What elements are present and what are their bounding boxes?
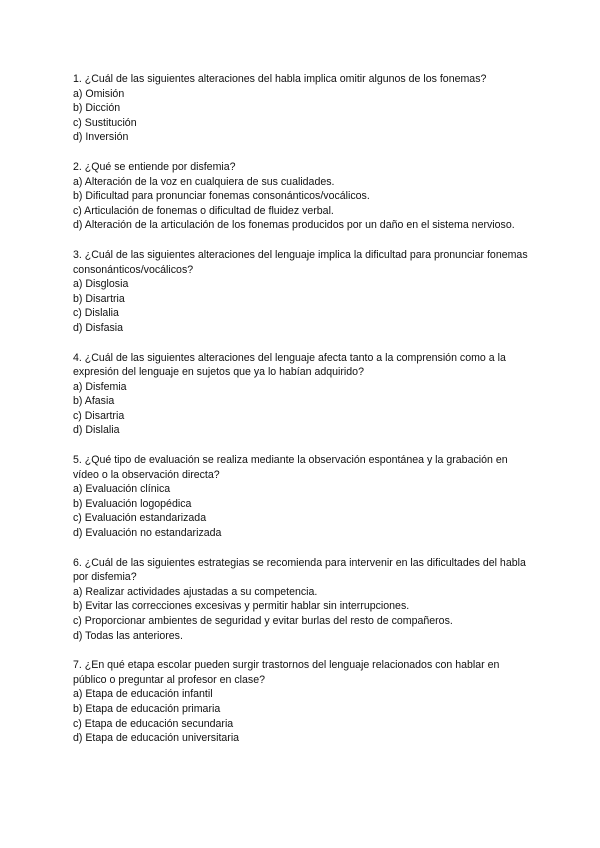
- option-c: c) Sustitución: [73, 116, 137, 129]
- option-a: a) Etapa de educación infantil: [73, 688, 213, 701]
- option-a: a) Disfemia: [73, 380, 127, 393]
- option-b: b) Dificultad para pronunciar fonemas consonánticos/vocálicos.: [73, 190, 370, 203]
- option-d: d) Evaluación no estandarizada: [73, 527, 222, 540]
- option-b: b) Etapa de educación primaria: [73, 702, 221, 715]
- option-d: d) Disfasia: [73, 321, 124, 334]
- option-c: c) Proporcionar ambientes de seguridad y evitar burlas del resto de compañeros.: [73, 615, 453, 627]
- question-text: 4. ¿Cuál de las siguientes alteraciones del lenguaje afecta tanto a la comprensión como a la expresión del lenguaje en sujetos que ya lo habían adquirido?: [73, 351, 506, 379]
- question-2: [73, 160, 533, 233]
- option-d: d) Inversión: [73, 131, 129, 144]
- question-6: [73, 556, 533, 644]
- option-a: a) Disglosia: [73, 278, 129, 291]
- option-c: c) Etapa de educación secundaria: [73, 717, 234, 730]
- question-1: [73, 72, 533, 145]
- option-b: b) Dicción: [73, 102, 121, 115]
- option-b: b) Evitar las correcciones excesivas y permitir hablar sin interrupciones.: [73, 600, 410, 613]
- question-7: [73, 658, 533, 746]
- question-text: 3. ¿Cuál de las siguientes alteraciones del lenguaje implica la dificultad para pronunciar fonemas consonánticos/vocálicos?: [73, 248, 528, 276]
- option-a: a) Evaluación clínica: [73, 483, 171, 496]
- option-c: c) Evaluación estandarizada: [73, 512, 207, 525]
- option-a: a) Realizar actividades ajustadas a su competencia.: [73, 585, 318, 598]
- question-text: 1. ¿Cuál de las siguientes alteraciones del habla implica omitir algunos de los fonemas?: [73, 73, 487, 85]
- option-c: c) Dislalia: [73, 307, 119, 320]
- option-a: a) Omisión: [73, 87, 125, 100]
- question-text: 6. ¿Cuál de las siguientes estrategias se recomienda para intervenir en las dificultades del habla por disfemia?: [73, 556, 526, 584]
- option-b: b) Disartria: [73, 292, 125, 305]
- option-d: d) Todas las anteriores.: [73, 629, 183, 642]
- quiz-document: [73, 72, 533, 761]
- question-text: 7. ¿En qué etapa escolar pueden surgir trastornos del lenguaje relacionados con hablar en público o preguntar al profesor en clase?: [73, 659, 500, 686]
- option-c: c) Articulación de fonemas o dificultad de fluidez verbal.: [73, 204, 334, 217]
- question-4: [73, 351, 533, 439]
- option-d: d) Etapa de educación universitaria: [73, 732, 240, 745]
- question-text: 2. ¿Qué se entiende por disfemia?: [73, 160, 236, 173]
- question-5: [73, 453, 533, 541]
- question-text: 5. ¿Qué tipo de evaluación se realiza mediante la observación espontánea y la grabación en vídeo o la observación directa?: [73, 454, 508, 481]
- question-3: [73, 248, 533, 336]
- option-d: d) Alteración de la articulación de los fonemas producidos por un daño en el sistema nervioso.: [73, 219, 515, 232]
- option-d: d) Dislalia: [73, 424, 120, 437]
- option-a: a) Alteración de la voz en cualquiera de sus cualidades.: [73, 175, 335, 188]
- option-b: b) Evaluación logopédica: [73, 497, 192, 510]
- option-c: c) Disartria: [73, 409, 125, 422]
- option-b: b) Afasia: [73, 395, 115, 408]
